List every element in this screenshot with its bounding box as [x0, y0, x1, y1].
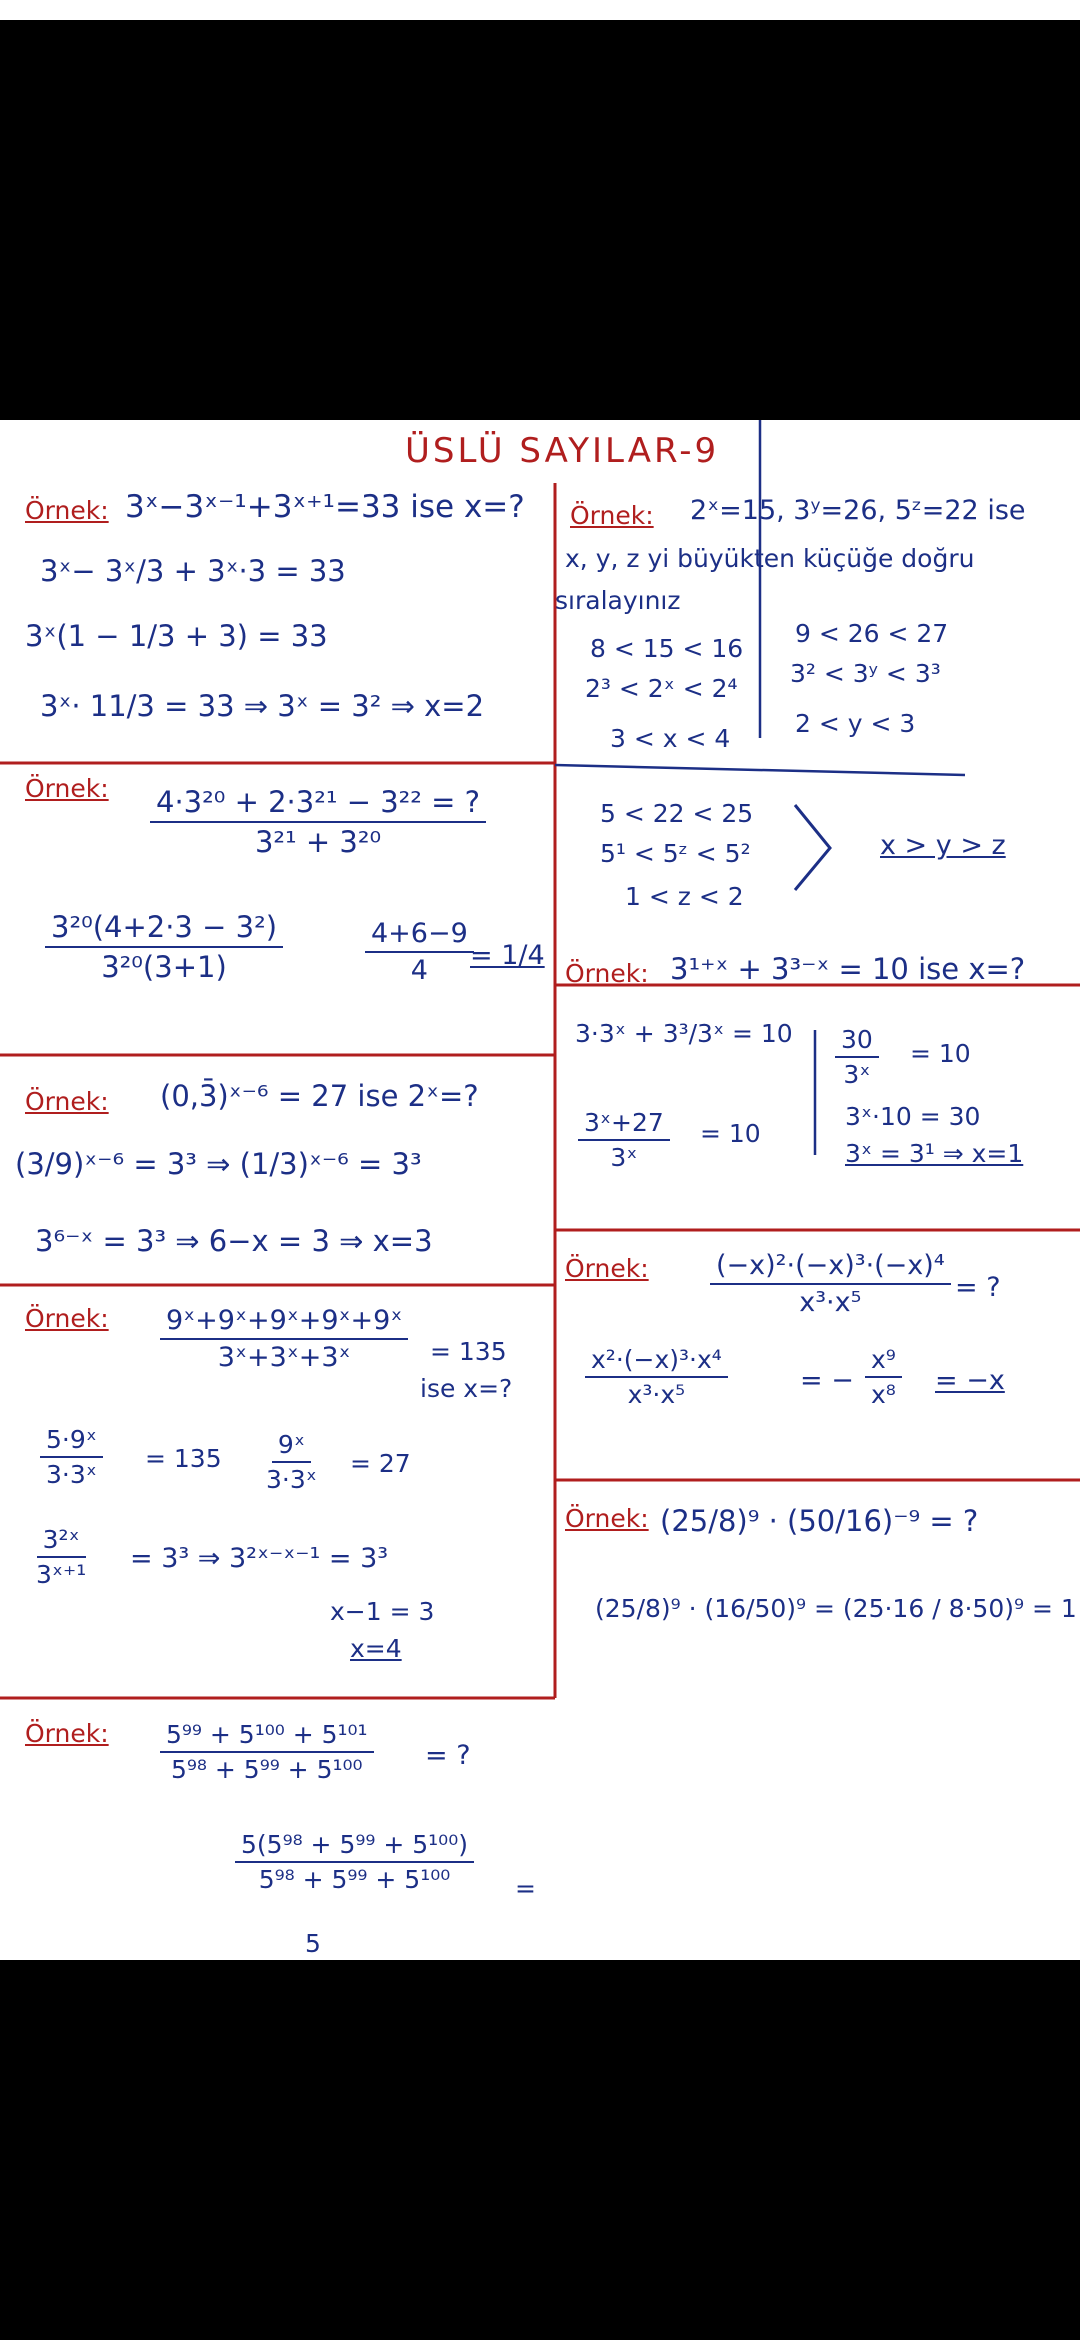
result-text: 3ˣ = 3¹ ⇒ x=1: [845, 1139, 1024, 1168]
solution-step: x−1 = 3: [330, 1597, 435, 1626]
fraction: [160, 1720, 374, 1784]
denominator: x⁸: [871, 1380, 896, 1409]
problem-text: 3ˣ−3ˣ⁻¹+3ˣ⁺¹=33 ise x=?: [125, 489, 525, 525]
fraction: [865, 1345, 902, 1409]
problem-text: x, y, z yi büyükten küçüğe doğru: [565, 544, 975, 573]
equation-rhs: = 27: [350, 1449, 411, 1478]
worksheet-page: [0, 420, 1080, 1960]
numerator: 9ˣ: [272, 1430, 311, 1463]
fraction: [710, 1250, 951, 1318]
fraction: [150, 785, 486, 859]
fraction: [835, 1025, 879, 1089]
example-label: Örnek:: [25, 1087, 109, 1116]
equation-rhs: = 135: [145, 1444, 222, 1473]
equation-rhs: = −: [800, 1365, 854, 1396]
underline-mark: [555, 765, 965, 775]
numerator: x²·(−x)³·x⁴: [585, 1345, 728, 1378]
denominator: 5⁹⁸ + 5⁹⁹ + 5¹⁰⁰: [258, 1865, 451, 1894]
denominator: 3ˣ: [610, 1143, 638, 1172]
inequality: 9 < 26 < 27: [795, 619, 949, 648]
numerator: 3²⁰(4+2·3 − 3²): [45, 910, 283, 948]
fraction: [260, 1430, 323, 1494]
numerator: (−x)²·(−x)³·(−x)⁴: [710, 1250, 951, 1285]
solution-step: 5: [305, 1929, 321, 1958]
fraction: [578, 1108, 670, 1172]
solution-step: 3ˣ(1 − 1/3 + 3) = 33: [25, 619, 328, 653]
example-label: Örnek:: [570, 501, 654, 530]
fraction: [30, 1525, 92, 1589]
question-text: ise x=?: [420, 1374, 513, 1403]
fraction: [160, 1305, 408, 1373]
problem-text: (25/8)⁹ · (50/16)⁻⁹ = ?: [660, 1504, 979, 1538]
result-text: x > y > z: [880, 830, 1006, 861]
problem-text: sıralayınız: [555, 586, 681, 615]
denominator: x³·x⁵: [627, 1380, 686, 1409]
inequality: 3² < 3ʸ < 3³: [790, 659, 941, 688]
example-label: Örnek:: [25, 496, 109, 525]
fraction: [585, 1345, 728, 1409]
fraction: [365, 918, 474, 986]
numerator: 5(5⁹⁸ + 5⁹⁹ + 5¹⁰⁰): [235, 1830, 474, 1863]
equation-rhs: = ?: [425, 1740, 471, 1771]
inequality: 5 < 22 < 25: [600, 799, 754, 828]
equation-rhs: =: [515, 1874, 536, 1903]
numerator: 5·9ˣ: [40, 1425, 103, 1458]
problem-text: (0,3̄)ˣ⁻⁶ = 27 ise 2ˣ=?: [160, 1079, 479, 1113]
result-text: x=4: [350, 1634, 402, 1663]
equation-rhs: = ?: [955, 1272, 1001, 1303]
denominator: 3ˣ⁺¹: [36, 1560, 87, 1589]
inequality: 1 < z < 2: [625, 882, 744, 911]
numerator: 9ˣ+9ˣ+9ˣ+9ˣ+9ˣ: [160, 1305, 408, 1340]
problem-text: 2ˣ=15, 3ʸ=26, 5ᶻ=22 ise: [690, 495, 1026, 526]
page-title: ÜSLÜ SAYILAR-9: [405, 431, 720, 471]
equation-rhs: = 135: [430, 1337, 507, 1366]
denominator: 3ˣ: [843, 1060, 871, 1089]
numerator: x⁹: [865, 1345, 902, 1378]
problem-text: 3¹⁺ˣ + 3³⁻ˣ = 10 ise x=?: [670, 952, 1026, 986]
example-label: Örnek:: [25, 774, 109, 803]
solution-step: 3⁶⁻ˣ = 3³ ⇒ 6−x = 3 ⇒ x=3: [35, 1224, 433, 1258]
numerator: 4+6−9: [365, 918, 474, 953]
solution-step: 3ˣ·10 = 30: [845, 1102, 981, 1131]
denominator: 3·3ˣ: [46, 1460, 97, 1489]
result-text: = −x: [935, 1365, 1005, 1396]
inequality: 8 < 15 < 16: [590, 634, 744, 663]
denominator: 4: [410, 955, 428, 986]
fraction: [45, 910, 283, 984]
solution-step: (25/8)⁹ · (16/50)⁹ = (25·16 / 8·50)⁹ = 1: [595, 1594, 1077, 1623]
denominator: x³·x⁵: [799, 1287, 862, 1318]
example-label: Örnek:: [565, 1254, 649, 1283]
numerator: 5⁹⁹ + 5¹⁰⁰ + 5¹⁰¹: [160, 1720, 374, 1753]
solution-step: 3ˣ· 11/3 = 33 ⇒ 3ˣ = 3² ⇒ x=2: [40, 689, 485, 723]
solution-step: (3/9)ˣ⁻⁶ = 3³ ⇒ (1/3)ˣ⁻⁶ = 3³: [15, 1147, 422, 1181]
result-text: = 1/4: [470, 940, 545, 971]
fraction: [235, 1830, 474, 1894]
fraction: [40, 1425, 103, 1489]
denominator: 3²⁰(3+1): [101, 950, 227, 984]
numerator: 3ˣ+27: [578, 1108, 670, 1141]
denominator: 3ˣ+3ˣ+3ˣ: [217, 1342, 351, 1373]
solution-step: 3ˣ− 3ˣ/3 + 3ˣ·3 = 33: [40, 554, 346, 588]
equation-rhs: = 3³ ⇒ 3²ˣ⁻ˣ⁻¹ = 3³: [130, 1543, 389, 1574]
inequality: 2³ < 2ˣ < 2⁴: [585, 674, 738, 703]
solution-step: 3·3ˣ + 3³/3ˣ = 10: [575, 1019, 793, 1048]
inequality: 3 < x < 4: [610, 724, 731, 753]
status-bar: [0, 0, 1080, 20]
example-label: Örnek:: [565, 959, 649, 988]
denominator: 3·3ˣ: [266, 1465, 317, 1494]
example-label: Örnek:: [25, 1304, 109, 1333]
equation-rhs: = 10: [700, 1119, 761, 1148]
denominator: 5⁹⁸ + 5⁹⁹ + 5¹⁰⁰: [171, 1755, 363, 1784]
example-label: Örnek:: [25, 1719, 109, 1748]
brace-mark: [795, 805, 830, 890]
inequality: 5¹ < 5ᶻ < 5²: [600, 839, 751, 868]
example-label: Örnek:: [565, 1504, 649, 1533]
numerator: 30: [835, 1025, 879, 1058]
denominator: 3²¹ + 3²⁰: [254, 825, 382, 859]
numerator: 4·3²⁰ + 2·3²¹ − 3²² = ?: [150, 785, 486, 823]
equation-rhs: = 10: [910, 1039, 971, 1068]
numerator: 3²ˣ: [37, 1525, 86, 1558]
inequality: 2 < y < 3: [795, 709, 916, 738]
